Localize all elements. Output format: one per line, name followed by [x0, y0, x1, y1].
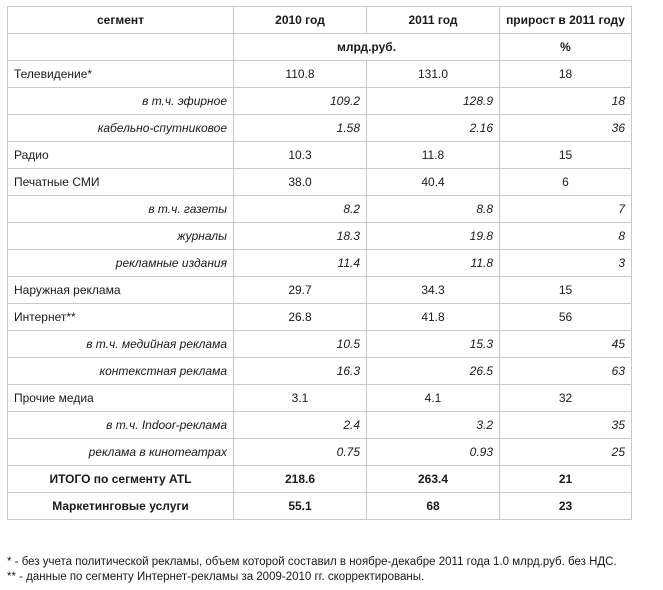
unit-pct: %: [500, 34, 632, 61]
value-2010: 3.1: [234, 385, 367, 412]
growth-value: 18: [500, 88, 632, 115]
header-2010: 2010 год: [234, 7, 367, 34]
value-2010: 10.3: [234, 142, 367, 169]
footnote-2: ** - данные по сегменту Интернет-рекламы за 2009-2010 гг. скорректированы.: [7, 571, 425, 583]
value-2010: 110.8: [234, 61, 367, 88]
growth-value: 35: [500, 412, 632, 439]
value-2010: 109.2: [234, 88, 367, 115]
segment-label: в т.ч. Indoor-реклама: [8, 412, 234, 439]
table-row: [8, 88, 632, 115]
segment-label: Наружная реклама: [8, 277, 234, 304]
advertising-market-table: [7, 6, 632, 520]
growth-value: 21: [500, 466, 632, 493]
segment-label: Маркетинговые услуги: [8, 493, 234, 520]
growth-value: 25: [500, 439, 632, 466]
growth-value: 32: [500, 385, 632, 412]
growth-value: 23: [500, 493, 632, 520]
table-row: [8, 385, 632, 412]
footnote-1: * - без учета политической рекламы, объем которой составил в ноябре-декабре 2011 года 1.0 млрд.руб. без НДС.: [7, 556, 617, 568]
header-2011: 2011 год: [367, 7, 500, 34]
value-2010: 218.6: [234, 466, 367, 493]
value-2010: 11.4: [234, 250, 367, 277]
growth-value: 7: [500, 196, 632, 223]
units-row: [8, 34, 632, 61]
growth-value: 63: [500, 358, 632, 385]
table-row: [8, 466, 632, 493]
segment-label: журналы: [8, 223, 234, 250]
segment-label: ИТОГО по сегменту ATL: [8, 466, 234, 493]
segment-label: в т.ч. газеты: [8, 196, 234, 223]
table-row: [8, 331, 632, 358]
value-2010: 8.2: [234, 196, 367, 223]
table-row: [8, 358, 632, 385]
growth-value: 15: [500, 142, 632, 169]
value-2011: 11.8: [367, 250, 500, 277]
units-empty-cell: [8, 34, 234, 61]
segment-label: Интернет**: [8, 304, 234, 331]
header-segment: сегмент: [8, 7, 234, 34]
table-row: [8, 493, 632, 520]
segment-label: Печатные СМИ: [8, 169, 234, 196]
segment-label: Прочие медиа: [8, 385, 234, 412]
table-row: [8, 142, 632, 169]
value-2010: 55.1: [234, 493, 367, 520]
segment-label: рекламные издания: [8, 250, 234, 277]
value-2011: 263.4: [367, 466, 500, 493]
table-row: [8, 169, 632, 196]
table-row: [8, 250, 632, 277]
value-2011: 131.0: [367, 61, 500, 88]
table-row: [8, 304, 632, 331]
value-2010: 10.5: [234, 331, 367, 358]
value-2011: 34.3: [367, 277, 500, 304]
value-2011: 0.93: [367, 439, 500, 466]
value-2011: 3.2: [367, 412, 500, 439]
segment-label: реклама в кинотеатрах: [8, 439, 234, 466]
footnotes: [7, 555, 657, 585]
growth-value: 36: [500, 115, 632, 142]
value-2011: 26.5: [367, 358, 500, 385]
growth-value: 15: [500, 277, 632, 304]
value-2011: 128.9: [367, 88, 500, 115]
table-row: [8, 439, 632, 466]
growth-value: 3: [500, 250, 632, 277]
table-row: [8, 412, 632, 439]
table-row: [8, 61, 632, 88]
value-2011: 40.4: [367, 169, 500, 196]
value-2011: 8.8: [367, 196, 500, 223]
segment-label: Радио: [8, 142, 234, 169]
value-2010: 16.3: [234, 358, 367, 385]
value-2011: 15.3: [367, 331, 500, 358]
value-2010: 26.8: [234, 304, 367, 331]
segment-label: кабельно-спутниковое: [8, 115, 234, 142]
header-row: [8, 7, 632, 34]
growth-value: 8: [500, 223, 632, 250]
growth-value: 6: [500, 169, 632, 196]
table-row: [8, 115, 632, 142]
segment-label: в т.ч. эфирное: [8, 88, 234, 115]
value-2011: 68: [367, 493, 500, 520]
value-2011: 2.16: [367, 115, 500, 142]
growth-value: 18: [500, 61, 632, 88]
value-2010: 29.7: [234, 277, 367, 304]
segment-label: Телевидение*: [8, 61, 234, 88]
value-2010: 18.3: [234, 223, 367, 250]
segment-label: контекстная реклама: [8, 358, 234, 385]
table-row: [8, 277, 632, 304]
segment-label: в т.ч. медийная реклама: [8, 331, 234, 358]
value-2011: 11.8: [367, 142, 500, 169]
value-2010: 38.0: [234, 169, 367, 196]
growth-value: 56: [500, 304, 632, 331]
value-2011: 4.1: [367, 385, 500, 412]
growth-value: 45: [500, 331, 632, 358]
value-2010: 1.58: [234, 115, 367, 142]
value-2011: 41.8: [367, 304, 500, 331]
value-2010: 0.75: [234, 439, 367, 466]
unit-rub: млрд.руб.: [234, 34, 500, 61]
header-growth: прирост в 2011 году: [500, 7, 632, 34]
table-row: [8, 223, 632, 250]
value-2010: 2.4: [234, 412, 367, 439]
value-2011: 19.8: [367, 223, 500, 250]
table-row: [8, 196, 632, 223]
